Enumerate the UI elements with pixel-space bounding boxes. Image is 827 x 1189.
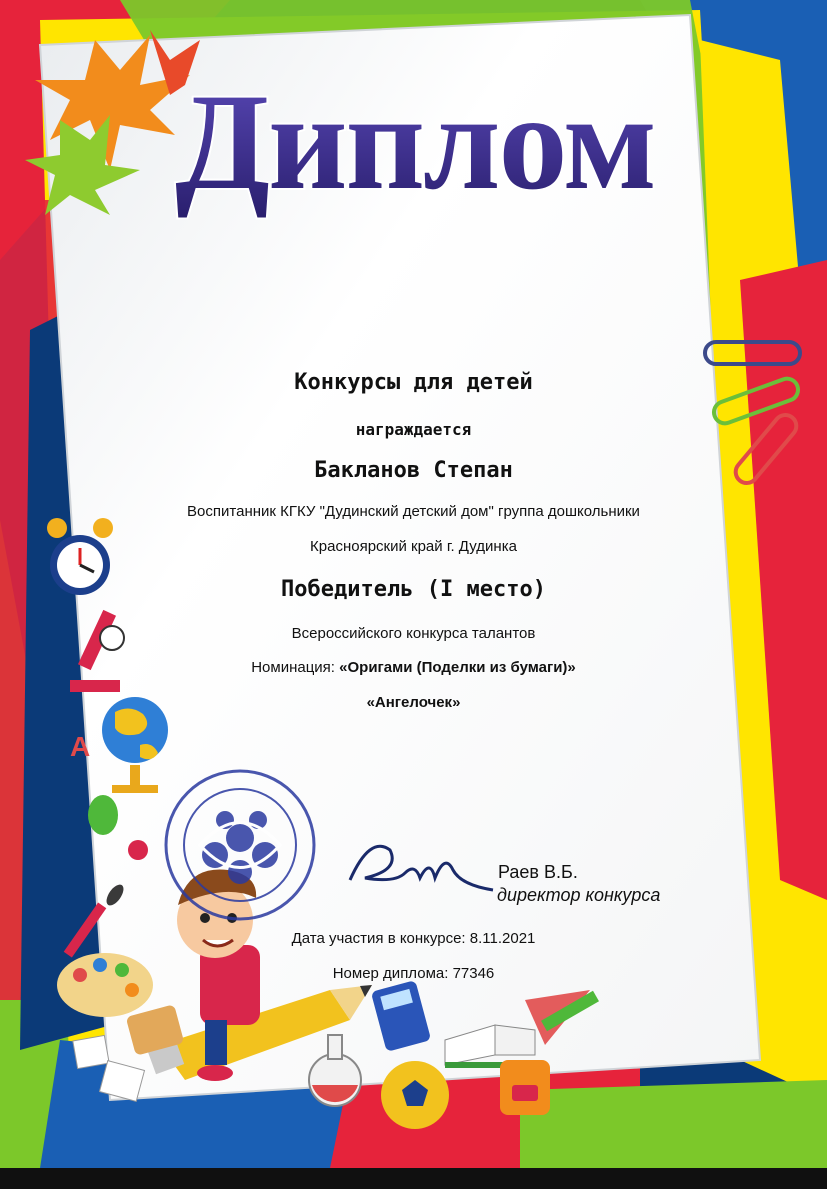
awarded-label: награждается	[355, 420, 472, 439]
diploma-title: Диплом	[175, 65, 655, 218]
apple-icon	[128, 840, 148, 860]
pear-icon	[88, 795, 118, 835]
soccer-ball-icon	[381, 1061, 449, 1129]
recipient-name: Бакланов Степан	[314, 458, 513, 483]
institution-line: Воспитанник КГКУ "Дудинский детский дом" группа дошкольники	[187, 503, 640, 520]
region-line: Красноярский край г. Дудинка	[310, 538, 517, 555]
participation-date: Дата участия в конкурсе: 8.11.2021	[291, 930, 536, 947]
work-title: «Ангелочек»	[366, 694, 461, 711]
contest-name: Конкурсы для детей	[294, 370, 533, 395]
palette-icon	[57, 953, 153, 1017]
competition-line: Всероссийского конкурса талантов	[291, 625, 536, 642]
nomination-label: Номинация:	[251, 659, 335, 676]
backpack-icon	[500, 1060, 550, 1115]
letter-a-icon: A	[70, 731, 91, 762]
nomination-line	[0, 659, 827, 676]
signatory-role: директор конкурса	[497, 885, 661, 905]
place-line: Победитель (I место)	[281, 577, 546, 602]
nomination-value: «Оригами (Поделки из бумаги)»	[339, 659, 576, 676]
diploma-number: Номер диплома: 77346	[332, 965, 495, 982]
paper-sheet-icon	[73, 1035, 109, 1068]
signatory-name: Раев В.Б.	[498, 862, 578, 882]
